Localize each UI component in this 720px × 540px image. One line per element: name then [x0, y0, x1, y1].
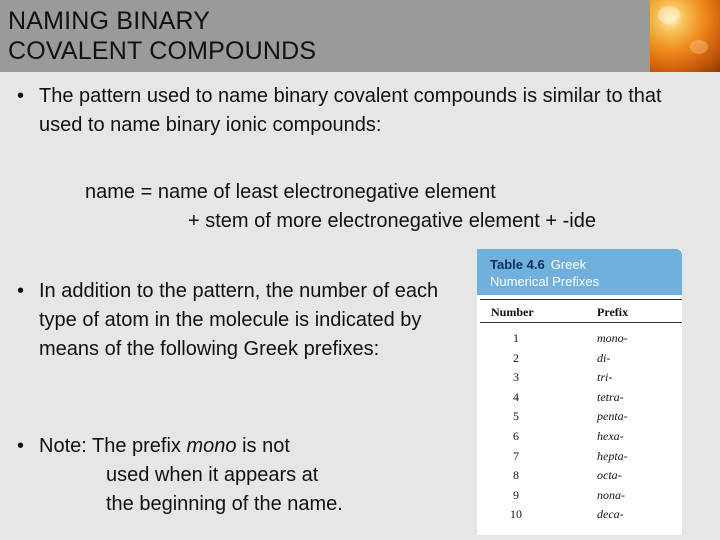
- note-line-3: the beginning of the name.: [106, 493, 343, 515]
- row-prefix: di-: [597, 350, 611, 365]
- row-number: 6: [513, 428, 519, 443]
- prefix-table-header: [477, 249, 682, 295]
- note-italic-mono: mono: [186, 435, 237, 457]
- table-header-rule: [480, 322, 682, 323]
- bullet-dot: •: [17, 280, 25, 302]
- row-number: 8: [513, 468, 519, 483]
- prefix-table-rows: [477, 329, 682, 525]
- row-prefix: hexa-: [597, 428, 624, 443]
- table-row: [477, 505, 682, 525]
- table-row: [477, 368, 682, 388]
- row-number: 2: [513, 350, 519, 365]
- table-row: [477, 466, 682, 486]
- table-row: [477, 447, 682, 467]
- column-header-number: Number: [491, 305, 534, 319]
- slide-title-line-2: COVALENT COMPOUNDS: [8, 37, 317, 65]
- bullet-pattern-text: The pattern used to name binary covalent compounds is similar to that used to name binary ionic compounds:: [39, 85, 662, 136]
- row-prefix: tri-: [597, 370, 613, 385]
- note-text-start: Note: The prefix: [39, 435, 187, 457]
- row-number: 3: [513, 370, 519, 385]
- row-prefix: deca-: [597, 507, 624, 522]
- row-prefix: penta-: [597, 409, 628, 424]
- row-number: 10: [510, 507, 522, 522]
- formula-line-2: + stem of more electronegative element + -ide: [188, 210, 596, 232]
- bullet-dot: •: [17, 435, 25, 457]
- column-header-prefix: Prefix: [597, 305, 629, 319]
- note-line-2: used when it appears at: [106, 464, 319, 486]
- table-caption-part-1: Greek: [550, 257, 587, 272]
- table-row: [477, 427, 682, 447]
- row-number: 4: [513, 389, 519, 404]
- row-number: 1: [513, 331, 519, 345]
- table-top-rule: [480, 299, 682, 300]
- table-row: [477, 349, 682, 369]
- row-number: 9: [513, 487, 519, 502]
- row-prefix: hepta-: [597, 448, 628, 463]
- row-prefix: tetra-: [597, 389, 624, 404]
- bullet-greek-prefixes-text: In addition to the pattern, the number of each type of atom in the molecule is indicated by means of the following Greek prefixes:: [39, 280, 439, 360]
- bullet-pattern: [17, 82, 679, 140]
- table-row: [477, 388, 682, 408]
- bullet-greek-prefixes: [17, 277, 459, 364]
- formula-line-1: name = name of least electronegative element: [85, 181, 496, 203]
- table-label: Table 4.6: [490, 257, 545, 272]
- table-caption-line-2: Numerical Prefixes: [490, 274, 600, 289]
- note-text-end: is not: [236, 435, 290, 457]
- slide-title: [8, 6, 316, 66]
- title-bar: [0, 0, 720, 72]
- row-prefix: nona-: [597, 487, 625, 502]
- table-row: [477, 329, 682, 349]
- table-row: [477, 486, 682, 506]
- row-number: 7: [513, 448, 519, 463]
- bullet-note: [17, 432, 459, 519]
- decorative-orange-image: [650, 0, 720, 72]
- highlight-shape: [658, 6, 680, 24]
- slide-title-line-1: NAMING BINARY: [8, 7, 211, 35]
- bullet-dot: •: [17, 85, 25, 107]
- row-prefix: octa-: [597, 468, 622, 483]
- highlight-shape: [690, 40, 708, 54]
- table-row: [477, 407, 682, 427]
- row-number: 5: [513, 409, 519, 424]
- row-prefix: mono-: [597, 331, 628, 345]
- table-caption-line-1: [490, 257, 586, 272]
